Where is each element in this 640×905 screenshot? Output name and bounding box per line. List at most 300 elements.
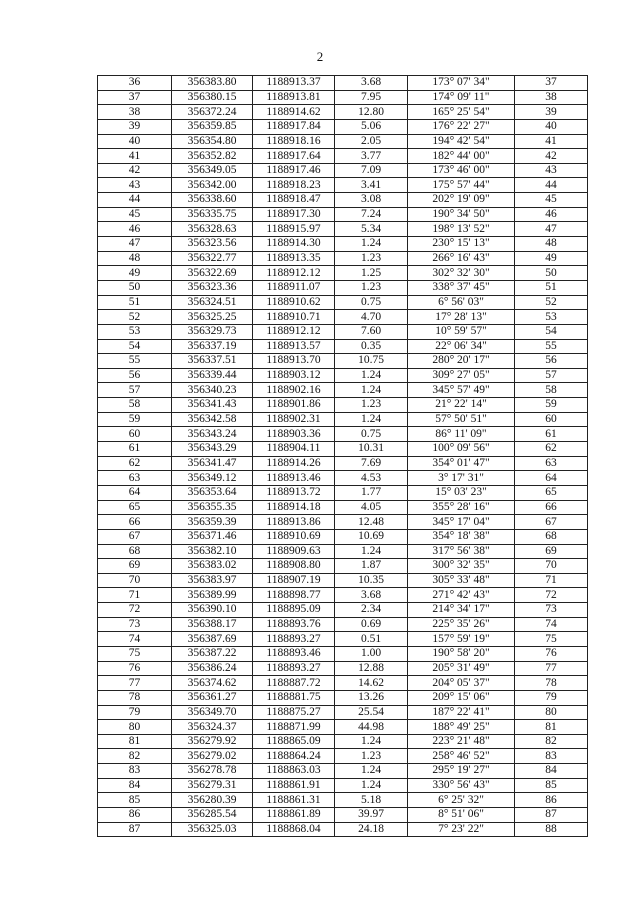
bearing-cell: 309° 27' 05" — [408, 368, 515, 383]
table-row — [98, 76, 588, 91]
bearing-cell: 187° 22' 41" — [408, 705, 515, 720]
next-point-cell: 80 — [515, 705, 588, 720]
y-coordinate-cell: 1188887.72 — [253, 676, 335, 691]
x-coordinate-cell: 356352.82 — [172, 149, 253, 164]
y-coordinate-cell: 1188918.47 — [253, 193, 335, 208]
y-coordinate-cell: 1188901.86 — [253, 398, 335, 413]
next-point-cell: 75 — [515, 632, 588, 647]
y-coordinate-cell: 1188893.27 — [253, 632, 335, 647]
next-point-cell: 51 — [515, 280, 588, 295]
y-coordinate-cell: 1188913.46 — [253, 471, 335, 486]
point-number-cell: 63 — [98, 471, 172, 486]
point-number-cell: 70 — [98, 573, 172, 588]
table-row — [98, 119, 588, 134]
next-point-cell: 49 — [515, 251, 588, 266]
next-point-cell: 47 — [515, 222, 588, 237]
x-coordinate-cell: 356324.37 — [172, 720, 253, 735]
y-coordinate-cell: 1188902.31 — [253, 412, 335, 427]
bearing-cell: 317° 56' 38" — [408, 544, 515, 559]
point-number-cell: 57 — [98, 383, 172, 398]
point-number-cell: 75 — [98, 646, 172, 661]
distance-cell: 7.09 — [335, 163, 408, 178]
next-point-cell: 81 — [515, 720, 588, 735]
table-row — [98, 646, 588, 661]
y-coordinate-cell: 1188911.07 — [253, 280, 335, 295]
next-point-cell: 85 — [515, 778, 588, 793]
x-coordinate-cell: 356355.35 — [172, 500, 253, 515]
bearing-cell: 165° 25' 54" — [408, 105, 515, 120]
y-coordinate-cell: 1188861.91 — [253, 778, 335, 793]
x-coordinate-cell: 356341.47 — [172, 456, 253, 471]
next-point-cell: 59 — [515, 398, 588, 413]
bearing-cell: 230° 15' 13" — [408, 237, 515, 252]
x-coordinate-cell: 356383.97 — [172, 573, 253, 588]
x-coordinate-cell: 356322.77 — [172, 251, 253, 266]
distance-cell: 3.41 — [335, 178, 408, 193]
x-coordinate-cell: 356387.22 — [172, 646, 253, 661]
x-coordinate-cell: 356323.56 — [172, 237, 253, 252]
distance-cell: 10.35 — [335, 573, 408, 588]
distance-cell: 4.70 — [335, 310, 408, 325]
bearing-cell: 354° 18' 38" — [408, 529, 515, 544]
coordinates-table-body — [98, 76, 588, 837]
x-coordinate-cell: 356285.54 — [172, 808, 253, 823]
distance-cell: 1.25 — [335, 266, 408, 281]
page-number: 2 — [316, 49, 324, 64]
next-point-cell: 48 — [515, 237, 588, 252]
table-row — [98, 573, 588, 588]
point-number-cell: 87 — [98, 822, 172, 837]
next-point-cell: 42 — [515, 149, 588, 164]
table-row — [98, 266, 588, 281]
next-point-cell: 56 — [515, 354, 588, 369]
y-coordinate-cell: 1188871.99 — [253, 720, 335, 735]
distance-cell: 0.35 — [335, 339, 408, 354]
table-row — [98, 632, 588, 647]
table-row — [98, 676, 588, 691]
point-number-cell: 73 — [98, 617, 172, 632]
y-coordinate-cell: 1188863.03 — [253, 764, 335, 779]
next-point-cell: 73 — [515, 603, 588, 618]
y-coordinate-cell: 1188913.70 — [253, 354, 335, 369]
next-point-cell: 53 — [515, 310, 588, 325]
next-point-cell: 84 — [515, 764, 588, 779]
bearing-cell: 182° 44' 00" — [408, 149, 515, 164]
distance-cell: 14.62 — [335, 676, 408, 691]
y-coordinate-cell: 1188864.24 — [253, 749, 335, 764]
point-number-cell: 60 — [98, 427, 172, 442]
y-coordinate-cell: 1188914.62 — [253, 105, 335, 120]
table-row — [98, 515, 588, 530]
bearing-cell: 8° 51' 06" — [408, 808, 515, 823]
distance-cell: 7.95 — [335, 90, 408, 105]
table-row — [98, 134, 588, 149]
x-coordinate-cell: 356279.92 — [172, 734, 253, 749]
point-number-cell: 78 — [98, 690, 172, 705]
y-coordinate-cell: 1188913.86 — [253, 515, 335, 530]
x-coordinate-cell: 356322.69 — [172, 266, 253, 281]
x-coordinate-cell: 356342.58 — [172, 412, 253, 427]
distance-cell: 3.68 — [335, 76, 408, 91]
next-point-cell: 79 — [515, 690, 588, 705]
distance-cell: 44.98 — [335, 720, 408, 735]
table-row — [98, 295, 588, 310]
x-coordinate-cell: 356280.39 — [172, 793, 253, 808]
point-number-cell: 80 — [98, 720, 172, 735]
point-number-cell: 37 — [98, 90, 172, 105]
table-row — [98, 90, 588, 105]
distance-cell: 1.24 — [335, 544, 408, 559]
table-row — [98, 178, 588, 193]
bearing-cell: 271° 42' 43" — [408, 588, 515, 603]
distance-cell: 13.26 — [335, 690, 408, 705]
bearing-cell: 100° 09' 56" — [408, 442, 515, 457]
y-coordinate-cell: 1188865.09 — [253, 734, 335, 749]
x-coordinate-cell: 356279.31 — [172, 778, 253, 793]
bearing-cell: 10° 59' 57" — [408, 324, 515, 339]
table-row — [98, 193, 588, 208]
next-point-cell: 60 — [515, 412, 588, 427]
next-point-cell: 69 — [515, 544, 588, 559]
table-row — [98, 310, 588, 325]
distance-cell: 10.31 — [335, 442, 408, 457]
x-coordinate-cell: 356278.78 — [172, 764, 253, 779]
next-point-cell: 88 — [515, 822, 588, 837]
x-coordinate-cell: 356386.24 — [172, 661, 253, 676]
bearing-cell: 205° 31' 49" — [408, 661, 515, 676]
x-coordinate-cell: 356328.63 — [172, 222, 253, 237]
next-point-cell: 83 — [515, 749, 588, 764]
next-point-cell: 78 — [515, 676, 588, 691]
next-point-cell: 55 — [515, 339, 588, 354]
point-number-cell: 51 — [98, 295, 172, 310]
y-coordinate-cell: 1188903.12 — [253, 368, 335, 383]
distance-cell: 5.06 — [335, 119, 408, 134]
y-coordinate-cell: 1188902.16 — [253, 383, 335, 398]
bearing-cell: 214° 34' 17" — [408, 603, 515, 618]
next-point-cell: 76 — [515, 646, 588, 661]
bearing-cell: 225° 35' 26" — [408, 617, 515, 632]
table-row — [98, 383, 588, 398]
distance-cell: 1.24 — [335, 734, 408, 749]
x-coordinate-cell: 356382.10 — [172, 544, 253, 559]
distance-cell: 1.77 — [335, 485, 408, 500]
next-point-cell: 44 — [515, 178, 588, 193]
next-point-cell: 57 — [515, 368, 588, 383]
distance-cell: 1.23 — [335, 749, 408, 764]
next-point-cell: 45 — [515, 193, 588, 208]
point-number-cell: 62 — [98, 456, 172, 471]
bearing-cell: 174° 09' 11" — [408, 90, 515, 105]
bearing-cell: 173° 07' 34" — [408, 76, 515, 91]
x-coordinate-cell: 356389.99 — [172, 588, 253, 603]
table-row — [98, 251, 588, 266]
bearing-cell: 173° 46' 00" — [408, 163, 515, 178]
table-row — [98, 778, 588, 793]
distance-cell: 7.60 — [335, 324, 408, 339]
point-number-cell: 64 — [98, 485, 172, 500]
table-row — [98, 237, 588, 252]
y-coordinate-cell: 1188895.09 — [253, 603, 335, 618]
bearing-cell: 7° 23' 22" — [408, 822, 515, 837]
point-number-cell: 77 — [98, 676, 172, 691]
x-coordinate-cell: 356325.25 — [172, 310, 253, 325]
table-row — [98, 456, 588, 471]
x-coordinate-cell: 356374.62 — [172, 676, 253, 691]
point-number-cell: 68 — [98, 544, 172, 559]
x-coordinate-cell: 356325.03 — [172, 822, 253, 837]
next-point-cell: 38 — [515, 90, 588, 105]
next-point-cell: 64 — [515, 471, 588, 486]
distance-cell: 1.24 — [335, 383, 408, 398]
x-coordinate-cell: 356337.19 — [172, 339, 253, 354]
table-row — [98, 442, 588, 457]
y-coordinate-cell: 1188909.63 — [253, 544, 335, 559]
next-point-cell: 82 — [515, 734, 588, 749]
bearing-cell: 295° 19' 27" — [408, 764, 515, 779]
table-row — [98, 368, 588, 383]
next-point-cell: 54 — [515, 324, 588, 339]
distance-cell: 24.18 — [335, 822, 408, 837]
next-point-cell: 61 — [515, 427, 588, 442]
table-row — [98, 427, 588, 442]
next-point-cell: 50 — [515, 266, 588, 281]
point-number-cell: 45 — [98, 207, 172, 222]
distance-cell: 1.00 — [335, 646, 408, 661]
x-coordinate-cell: 356343.24 — [172, 427, 253, 442]
y-coordinate-cell: 1188913.81 — [253, 90, 335, 105]
y-coordinate-cell: 1188912.12 — [253, 266, 335, 281]
bearing-cell: 21° 22' 14" — [408, 398, 515, 413]
x-coordinate-cell: 356279.02 — [172, 749, 253, 764]
table-row — [98, 324, 588, 339]
next-point-cell: 65 — [515, 485, 588, 500]
distance-cell: 1.23 — [335, 398, 408, 413]
y-coordinate-cell: 1188881.75 — [253, 690, 335, 705]
table-row — [98, 749, 588, 764]
y-coordinate-cell: 1188898.77 — [253, 588, 335, 603]
table-row — [98, 207, 588, 222]
bearing-cell: 176° 22' 27" — [408, 119, 515, 134]
distance-cell: 25.54 — [335, 705, 408, 720]
next-point-cell: 77 — [515, 661, 588, 676]
point-number-cell: 41 — [98, 149, 172, 164]
y-coordinate-cell: 1188913.57 — [253, 339, 335, 354]
x-coordinate-cell: 356383.02 — [172, 559, 253, 574]
x-coordinate-cell: 356383.80 — [172, 76, 253, 91]
table-row — [98, 588, 588, 603]
x-coordinate-cell: 356387.69 — [172, 632, 253, 647]
y-coordinate-cell: 1188917.64 — [253, 149, 335, 164]
bearing-cell: 305° 33' 48" — [408, 573, 515, 588]
bearing-cell: 6° 25' 32" — [408, 793, 515, 808]
distance-cell: 2.05 — [335, 134, 408, 149]
table-row — [98, 163, 588, 178]
distance-cell: 2.34 — [335, 603, 408, 618]
point-number-cell: 85 — [98, 793, 172, 808]
table-row — [98, 149, 588, 164]
distance-cell: 10.75 — [335, 354, 408, 369]
next-point-cell: 71 — [515, 573, 588, 588]
y-coordinate-cell: 1188914.18 — [253, 500, 335, 515]
next-point-cell: 52 — [515, 295, 588, 310]
point-number-cell: 54 — [98, 339, 172, 354]
table-row — [98, 705, 588, 720]
x-coordinate-cell: 356337.51 — [172, 354, 253, 369]
bearing-cell: 198° 13' 52" — [408, 222, 515, 237]
coordinates-table — [97, 75, 588, 837]
distance-cell: 1.23 — [335, 280, 408, 295]
table-row — [98, 559, 588, 574]
bearing-cell: 354° 01' 47" — [408, 456, 515, 471]
point-number-cell: 67 — [98, 529, 172, 544]
distance-cell: 1.24 — [335, 368, 408, 383]
distance-cell: 3.68 — [335, 588, 408, 603]
bearing-cell: 345° 17' 04" — [408, 515, 515, 530]
distance-cell: 4.53 — [335, 471, 408, 486]
next-point-cell: 68 — [515, 529, 588, 544]
table-row — [98, 822, 588, 837]
point-number-cell: 48 — [98, 251, 172, 266]
distance-cell: 1.24 — [335, 237, 408, 252]
table-row — [98, 105, 588, 120]
next-point-cell: 37 — [515, 76, 588, 91]
point-number-cell: 71 — [98, 588, 172, 603]
y-coordinate-cell: 1188893.46 — [253, 646, 335, 661]
y-coordinate-cell: 1188904.11 — [253, 442, 335, 457]
x-coordinate-cell: 356340.23 — [172, 383, 253, 398]
point-number-cell: 46 — [98, 222, 172, 237]
bearing-cell: 15° 03' 23" — [408, 485, 515, 500]
table-row — [98, 764, 588, 779]
table-row — [98, 280, 588, 295]
table-row — [98, 734, 588, 749]
table-row — [98, 617, 588, 632]
distance-cell: 5.18 — [335, 793, 408, 808]
y-coordinate-cell: 1188903.36 — [253, 427, 335, 442]
table-row — [98, 471, 588, 486]
distance-cell: 1.87 — [335, 559, 408, 574]
bearing-cell: 330° 56' 43" — [408, 778, 515, 793]
bearing-cell: 355° 28' 16" — [408, 500, 515, 515]
point-number-cell: 40 — [98, 134, 172, 149]
next-point-cell: 46 — [515, 207, 588, 222]
y-coordinate-cell: 1188868.04 — [253, 822, 335, 837]
distance-cell: 7.69 — [335, 456, 408, 471]
table-row — [98, 412, 588, 427]
y-coordinate-cell: 1188910.62 — [253, 295, 335, 310]
bearing-cell: 190° 58' 20" — [408, 646, 515, 661]
y-coordinate-cell: 1188913.37 — [253, 76, 335, 91]
y-coordinate-cell: 1188861.89 — [253, 808, 335, 823]
distance-cell: 0.75 — [335, 427, 408, 442]
y-coordinate-cell: 1188915.97 — [253, 222, 335, 237]
bearing-cell: 22° 06' 34" — [408, 339, 515, 354]
point-number-cell: 36 — [98, 76, 172, 91]
point-number-cell: 49 — [98, 266, 172, 281]
point-number-cell: 58 — [98, 398, 172, 413]
distance-cell: 12.48 — [335, 515, 408, 530]
x-coordinate-cell: 356342.00 — [172, 178, 253, 193]
x-coordinate-cell: 356371.46 — [172, 529, 253, 544]
table-row — [98, 500, 588, 515]
next-point-cell: 41 — [515, 134, 588, 149]
point-number-cell: 83 — [98, 764, 172, 779]
table-row — [98, 485, 588, 500]
bearing-cell: 57° 50' 51" — [408, 412, 515, 427]
point-number-cell: 81 — [98, 734, 172, 749]
next-point-cell: 40 — [515, 119, 588, 134]
bearing-cell: 190° 34' 50" — [408, 207, 515, 222]
x-coordinate-cell: 356353.64 — [172, 485, 253, 500]
table-row — [98, 661, 588, 676]
point-number-cell: 72 — [98, 603, 172, 618]
y-coordinate-cell: 1188913.35 — [253, 251, 335, 266]
x-coordinate-cell: 356338.60 — [172, 193, 253, 208]
point-number-cell: 66 — [98, 515, 172, 530]
y-coordinate-cell: 1188914.30 — [253, 237, 335, 252]
point-number-cell: 56 — [98, 368, 172, 383]
bearing-cell: 3° 17' 31" — [408, 471, 515, 486]
distance-cell: 0.75 — [335, 295, 408, 310]
bearing-cell: 6° 56' 03" — [408, 295, 515, 310]
y-coordinate-cell: 1188893.27 — [253, 661, 335, 676]
point-number-cell: 47 — [98, 237, 172, 252]
point-number-cell: 39 — [98, 119, 172, 134]
bearing-cell: 17° 28' 13" — [408, 310, 515, 325]
bearing-cell: 280° 20' 17" — [408, 354, 515, 369]
next-point-cell: 72 — [515, 588, 588, 603]
next-point-cell: 74 — [515, 617, 588, 632]
distance-cell: 1.23 — [335, 251, 408, 266]
distance-cell: 7.24 — [335, 207, 408, 222]
y-coordinate-cell: 1188917.46 — [253, 163, 335, 178]
point-number-cell: 55 — [98, 354, 172, 369]
x-coordinate-cell: 356349.70 — [172, 705, 253, 720]
distance-cell: 12.88 — [335, 661, 408, 676]
bearing-cell: 300° 32' 35" — [408, 559, 515, 574]
bearing-cell: 209° 15' 06" — [408, 690, 515, 705]
x-coordinate-cell: 356361.27 — [172, 690, 253, 705]
x-coordinate-cell: 356359.85 — [172, 119, 253, 134]
point-number-cell: 59 — [98, 412, 172, 427]
bearing-cell: 223° 21' 48" — [408, 734, 515, 749]
next-point-cell: 58 — [515, 383, 588, 398]
point-number-cell: 76 — [98, 661, 172, 676]
distance-cell: 39.97 — [335, 808, 408, 823]
x-coordinate-cell: 356372.24 — [172, 105, 253, 120]
point-number-cell: 50 — [98, 280, 172, 295]
next-point-cell: 87 — [515, 808, 588, 823]
y-coordinate-cell: 1188917.30 — [253, 207, 335, 222]
distance-cell: 12.80 — [335, 105, 408, 120]
distance-cell: 4.05 — [335, 500, 408, 515]
bearing-cell: 157° 59' 19" — [408, 632, 515, 647]
bearing-cell: 175° 57' 44" — [408, 178, 515, 193]
table-row — [98, 222, 588, 237]
table-row — [98, 793, 588, 808]
distance-cell: 1.24 — [335, 778, 408, 793]
x-coordinate-cell: 356390.10 — [172, 603, 253, 618]
next-point-cell: 70 — [515, 559, 588, 574]
y-coordinate-cell: 1188913.72 — [253, 485, 335, 500]
x-coordinate-cell: 356380.15 — [172, 90, 253, 105]
bearing-cell: 258° 46' 52" — [408, 749, 515, 764]
bearing-cell: 194° 42' 54" — [408, 134, 515, 149]
y-coordinate-cell: 1188875.27 — [253, 705, 335, 720]
x-coordinate-cell: 356349.12 — [172, 471, 253, 486]
point-number-cell: 43 — [98, 178, 172, 193]
